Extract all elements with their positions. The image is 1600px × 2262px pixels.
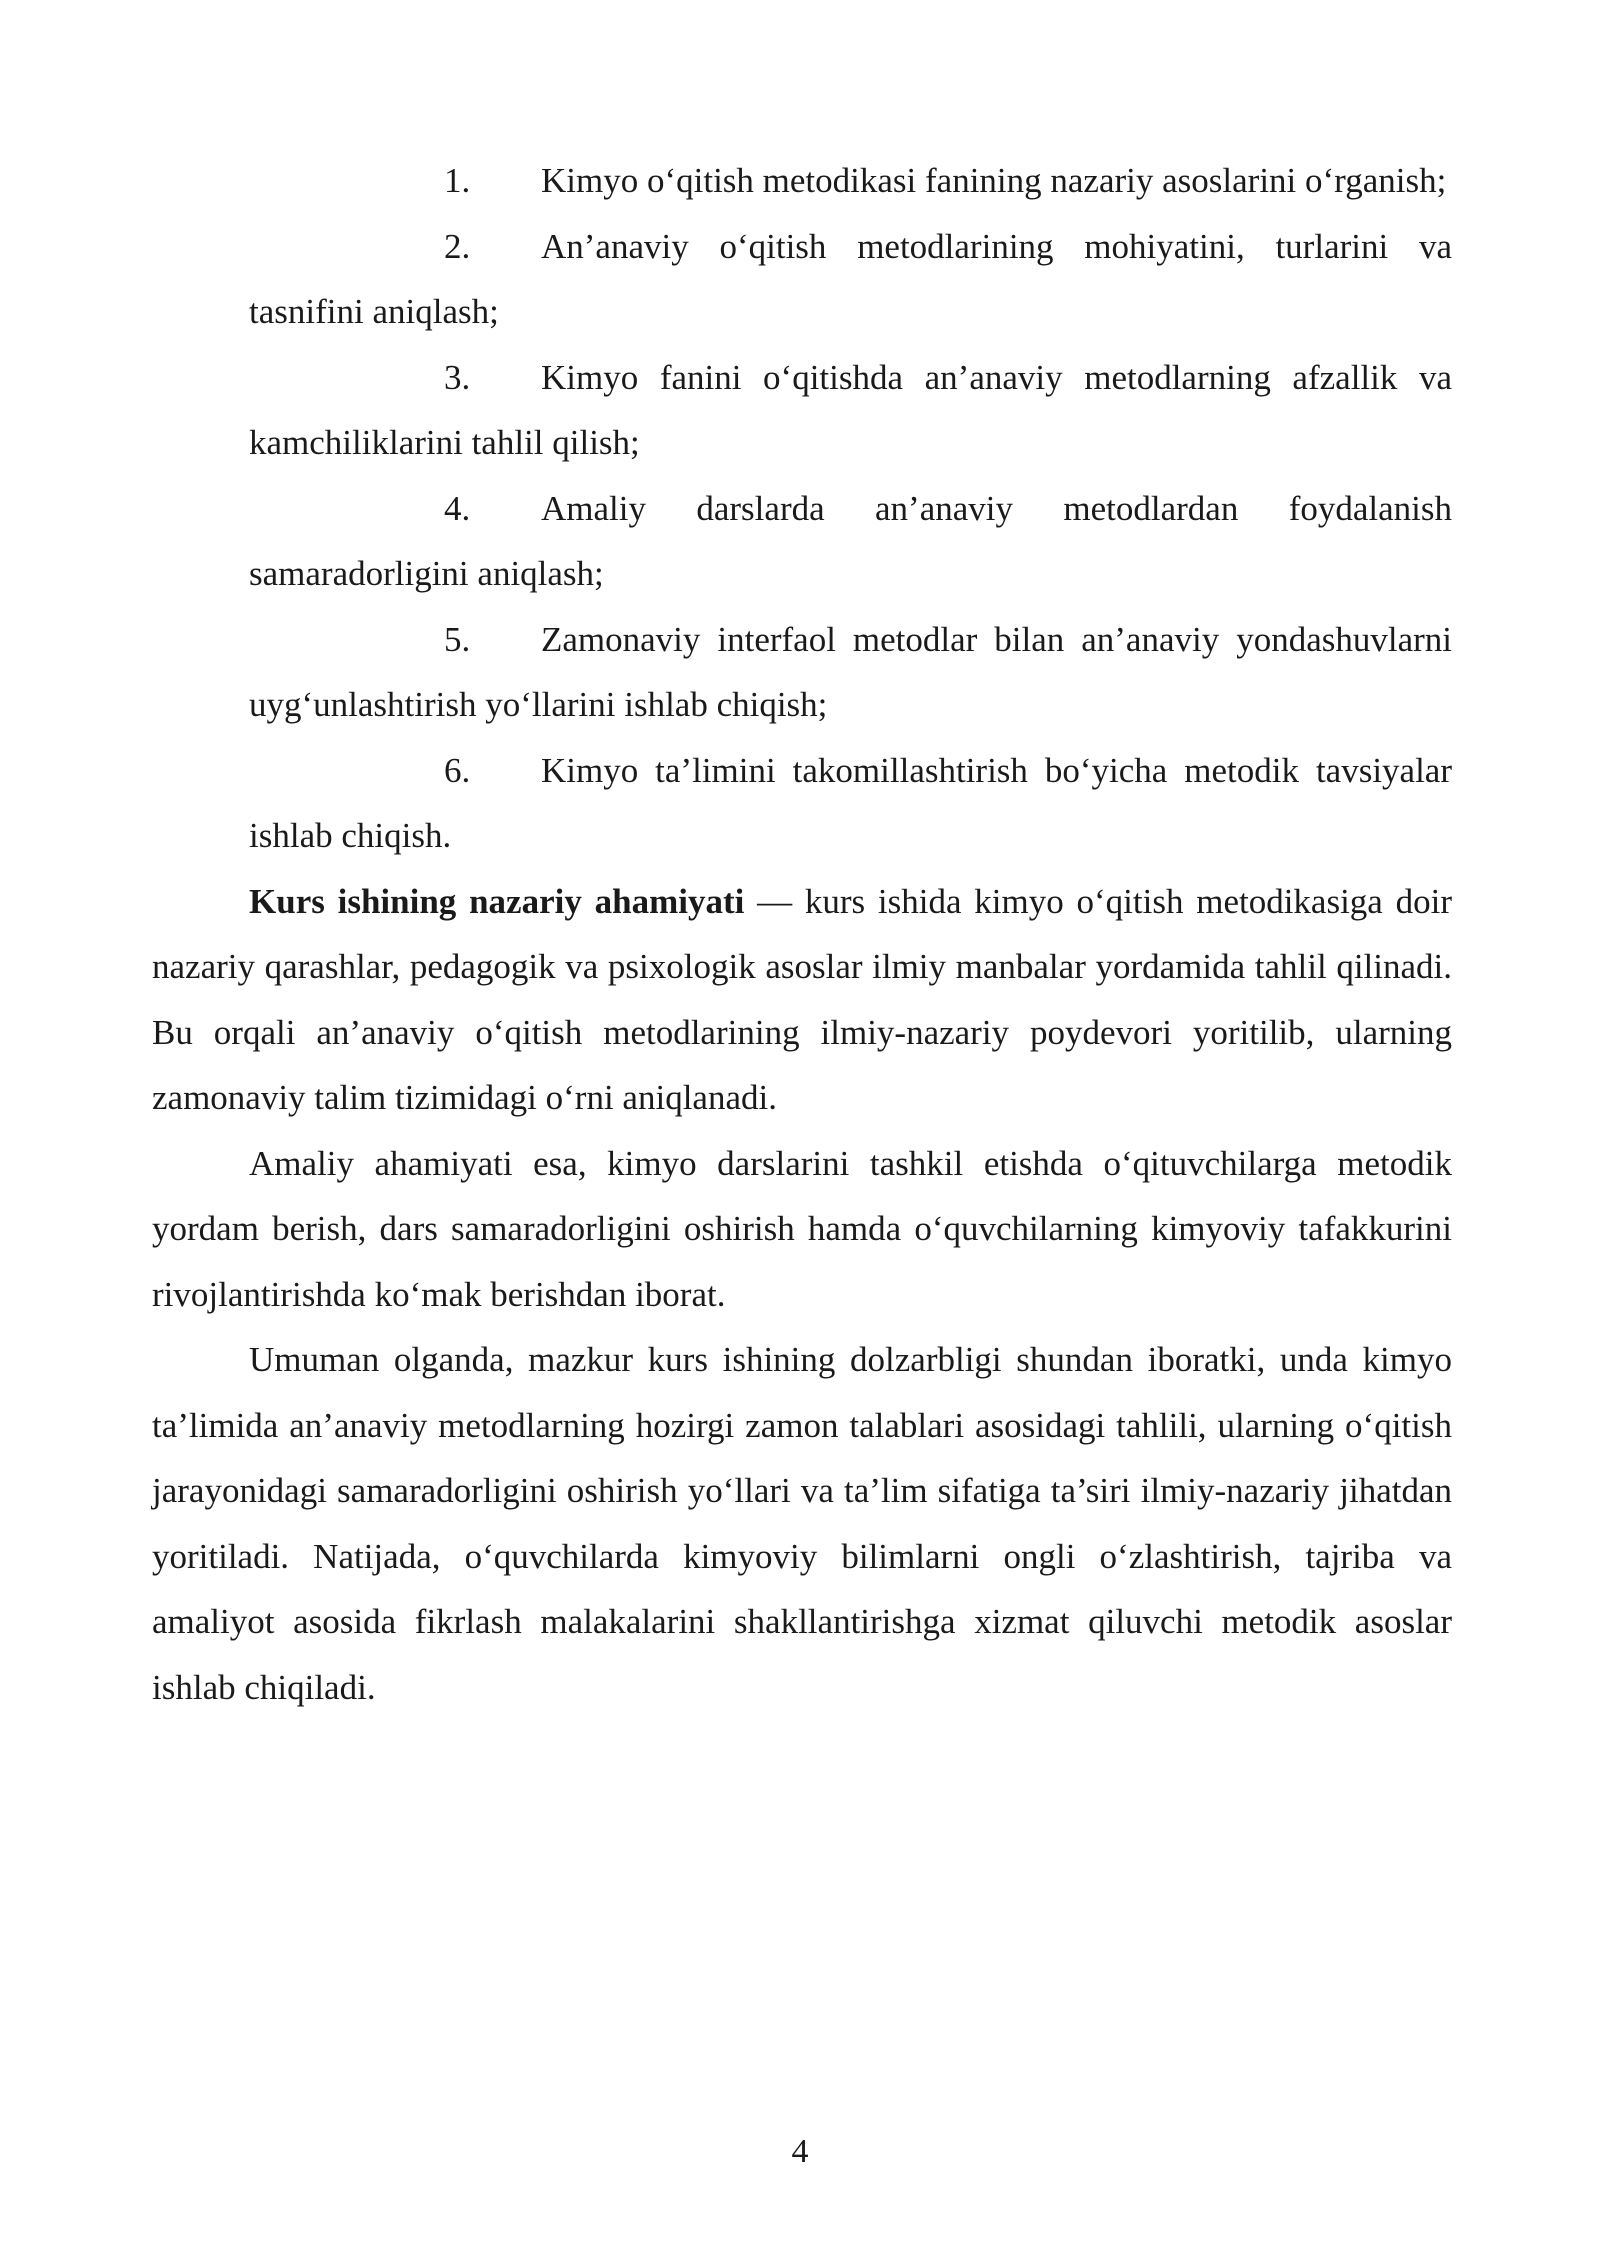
list-item-text: Kimyo ta’limini takomillashtirish bo‘yicha metodik tavsiyalar ishlab chiqish. <box>249 750 1452 855</box>
list-item-text: Kimyo o‘qitish metodikasi fanining nazariy asoslarini o‘rganish; <box>541 161 1447 200</box>
page-number: 4 <box>791 2133 809 2170</box>
list-item-number: 4. <box>444 488 471 528</box>
theory-paragraph <box>152 869 1452 1131</box>
list-item <box>152 607 1452 738</box>
list-item-number: 1. <box>444 161 471 200</box>
theory-text: — kurs ishida kimyo o‘qitish metodikasiga doir nazariy qarashlar, pedagogik va psixologik asoslar ilmiy manbalar yordamida tahlil qilinadi. Bu orqali an’anaviy o‘qitish metodlarining ilmiy-nazariy poydevori yoritilib, ularning zamonaviy talim tizimidagi o‘rni aniqlanadi. <box>152 881 1452 1117</box>
list-item-number: 5. <box>444 619 471 659</box>
list-item-text: Zamonaviy interfaol metodlar bilan an’anaviy yondashuvlarni uyg‘unlashtirish yo‘llarini ishlab chiqish; <box>249 619 1452 724</box>
list-item-text: Kimyo fanini o‘qitishda an’anaviy metodlarning afzallik va kamchiliklarini tahlil qilish; <box>249 357 1452 462</box>
list-item-number: 2. <box>444 226 471 266</box>
practical-paragraph: Amaliy ahamiyati esa, kimyo darslarini tashkil etishda o‘qituvchilarga metodik yordam berish, dars samaradorligini oshirish hamda o‘quvchilarning kimyoviy tafakkurini rivojlantirishda ko‘mak berishdan iborat. <box>152 1143 1452 1314</box>
theory-heading: Kurs ishining nazariy ahamiyati <box>249 881 745 921</box>
list-item-text: An’anaviy o‘qitish metodlarining mohiyatini, turlarini va tasnifini aniqlash; <box>249 226 1452 331</box>
list-item <box>152 738 1452 869</box>
list-item <box>152 345 1452 476</box>
summary-paragraph: Umuman olganda, mazkur kurs ishining dolzarbligi shundan iboratki, unda kimyo ta’limida an’anaviy metodlarning hozirgi zamon talablari asosidagi tahlili, ularning o‘qitish jarayonidagi samaradorligini oshirish yo‘llari va ta’lim sifatiga ta’siri ilmiy-nazariy jihatdan yoritiladi. Natijada, o‘quvchilarda kimyoviy bilimlarni ongli o‘zlashtirish, tajriba va amaliyot asosida fikrlash malakalarini shakllantirishga xizmat qiluvchi metodik asoslar ishlab chiqiladi. <box>152 1340 1452 1707</box>
list-item <box>152 148 1452 214</box>
list-item <box>152 214 1452 345</box>
objectives-list <box>152 148 1452 869</box>
list-item-text: Amaliy darslarda an’anaviy metodlardan foydalanish samaradorligini aniqlash; <box>249 488 1452 593</box>
list-item <box>152 476 1452 607</box>
document-page <box>152 148 1452 1720</box>
list-item-number: 6. <box>444 750 471 790</box>
list-item-number: 3. <box>444 357 471 397</box>
